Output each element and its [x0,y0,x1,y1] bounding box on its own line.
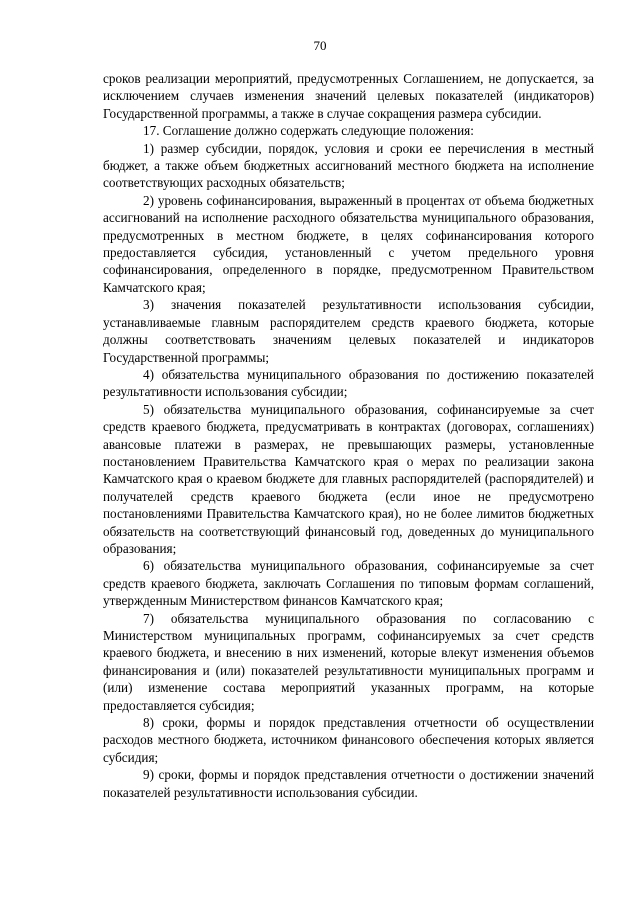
paragraph-item-2: 2) уровень софинансирования, выраженный в процентах от объема бюджетных ассигнований на исполнение расходного обязательства муниципального образования, предусмотренных в местном бюджете, в целях софинансирования которого предоставляется субсидия, установленный с учетом предельного уровня софинансирования, определенного в порядке, предусмотренном Правительством Камчатского края; [103,192,594,295]
paragraph-section-17: 17. Соглашение должно содержать следующие положения: [143,123,474,139]
paragraph-item-1: 1) размер субсидии, порядок, условия и сроки ее перечисления в местный бюджет, а также объем бюджетных ассигнований местного бюджета на исполнение соответствующих расходных обязательств; [103,140,594,191]
document-body [103,70,594,801]
page-number: 70 [313,38,327,53]
paragraph-item-3: 3) значения показателей результативности использования субсидии, устанавливаемые главным распорядителем средств краевого бюджета, которые должны соответствовать значениям целевых показателей и индикаторов Государственной программы; [103,297,594,365]
paragraph-item-9: 9) сроки, формы и порядок представления отчетности о достижении значений показателей результативности использования субсидии. [103,767,594,800]
paragraph-item-6: 6) обязательства муниципального образования, софинансируемые за счет средств краевого бюджета, заключать Соглашения по типовым формам соглашений, утвержденным Министерством финансов Камчатского края; [103,558,594,609]
paragraph-item-8: 8) сроки, формы и порядок представления отчетности об осуществлении расходов местного бюджета, источником финансового обеспечения которых является субсидия; [103,715,594,765]
paragraph-item-7: 7) обязательства муниципального образования по согласованию с Министерством муниципальных программ, софинансируемых за счет средств краевого бюджета, и внесению в них изменений, которые влекут изменения объемов финансирования и (или) показателей результативности муниципальных программ и (или) изменение состава мероприятий указанных программ, на которые предоставляется субсидия; [103,610,594,713]
paragraph-item-4: 4) обязательства муниципального образования по достижению показателей результативности использования субсидии; [103,366,594,400]
paragraph-continuation: сроков реализации мероприятий, предусмотренных Соглашением, не допускается, за исключением случаев изменения значений целевых показателей (индикаторов) Государственной программы, а также в случае сокращения размера субсидии. [103,71,594,121]
paragraph-item-5: 5) обязательства муниципального образования, софинансируемые за счет средств краевого бюджета, предусматривать в контрактах (договорах, соглашениях) авансовые платежи в размерах, не превышающих размеры, установленные постановлением Правительства Камчатского края о мерах по реализации закона Камчатского края о краевом бюджете для главных распорядителей (распорядителей) и получателей средств краевого бюджета (если иное не предусмотрено постановлениями Правительства Камчатского края), но не более лимитов бюджетных обязательств на соответствующий финансовый год, доведенных до муниципального образования; [103,401,594,556]
